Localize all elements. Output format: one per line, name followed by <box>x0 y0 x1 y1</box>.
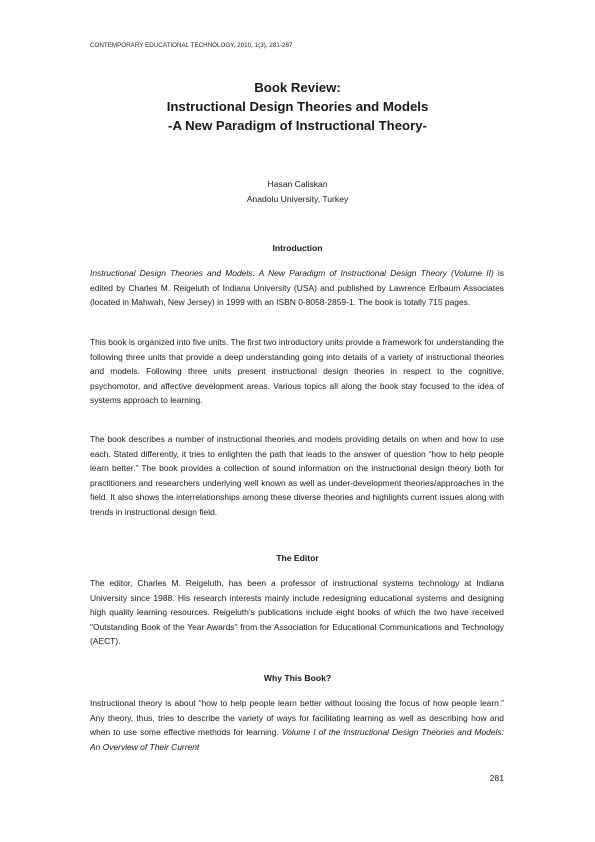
title-line-2: Instructional Design Theories and Models <box>166 99 429 114</box>
paragraph-intro-3: The book describes a number of instructional theories and models providing details on when and how to use each. Stated differently, it tries to enlighten the path that leads to the answer of question “how to help people learn better.” The book provides a collection of sound information on the instructional design theory both for practitioners and researchers underlying well known as well as under-development theories/approaches in the field. It also shows the interrelationships among these diverse theories and highlights current issues along with trends in instructional design field. <box>90 434 504 517</box>
paragraph-why <box>90 696 504 754</box>
book-title-italic: Instructional Design Theories and Models: A New Paradigm of Instructional Design Theory (Volume II) <box>90 268 494 278</box>
title-line-1: Book Review: <box>254 80 341 95</box>
author-affiliation: Anadolu University, Turkey <box>246 194 349 204</box>
article-title <box>0 78 595 135</box>
running-head: CONTEMPORARY EDUCATIONAL TECHNOLOGY, 2010, 1(3), 281-287 <box>90 42 293 49</box>
author-block <box>0 177 595 207</box>
heading-introduction: Introduction <box>272 243 323 253</box>
paragraph-intro-1 <box>90 266 504 310</box>
author-name: Hasan Caliskan <box>267 179 328 189</box>
volume-title-italic: Volume I of the Instructional Design Theories and Models: An Overview of Their Current <box>90 727 504 752</box>
heading-editor: The Editor <box>276 553 319 563</box>
paragraph-why-text: Instructional theory is about “how to help people learn better without loosing the focus of how people learn.” Any theory, thus, tries to describe the variety of ways for facilitating learning as well as describing how and when to use some effective methods for learning. <box>90 698 504 738</box>
page-number: 281 <box>489 773 504 783</box>
paragraph-intro-1-text: is edited by Charles M. Reigeluth of Indiana University (USA) and published by Lawrence Erlbaum Associates (located in Mahwah, New Jersey) in 1999 with an ISBN 0-8058-2859-1. The book is totally 715 pages. <box>90 268 505 308</box>
paragraph-editor: The editor, Charles M. Reigeluth, has been a professor of instructional systems technology at Indiana University since 1988. His research interests mainly include redesigning educational systems and designing high quality learning resources. Reigeluth’s publications include eight books of which the two have received "Outstanding Book of the Year Awards" from the Association for Educational Communications and Technology (AECT). <box>90 578 504 647</box>
paragraph-intro-2: This book is organized into five units. The first two introductory units provide a framework for understanding the following three units that provide a deep understanding going into details of a variety of instructional theories and models. Following three units present instructional design theories in respect to the cognitive, psychomotor, and affective development areas. Various topics all along the book stay focused to the idea of systems approach to learning. <box>90 337 504 406</box>
heading-why-this-book: Why This Book? <box>263 673 332 683</box>
title-line-3: -A New Paradigm of Instructional Theory- <box>168 118 427 133</box>
